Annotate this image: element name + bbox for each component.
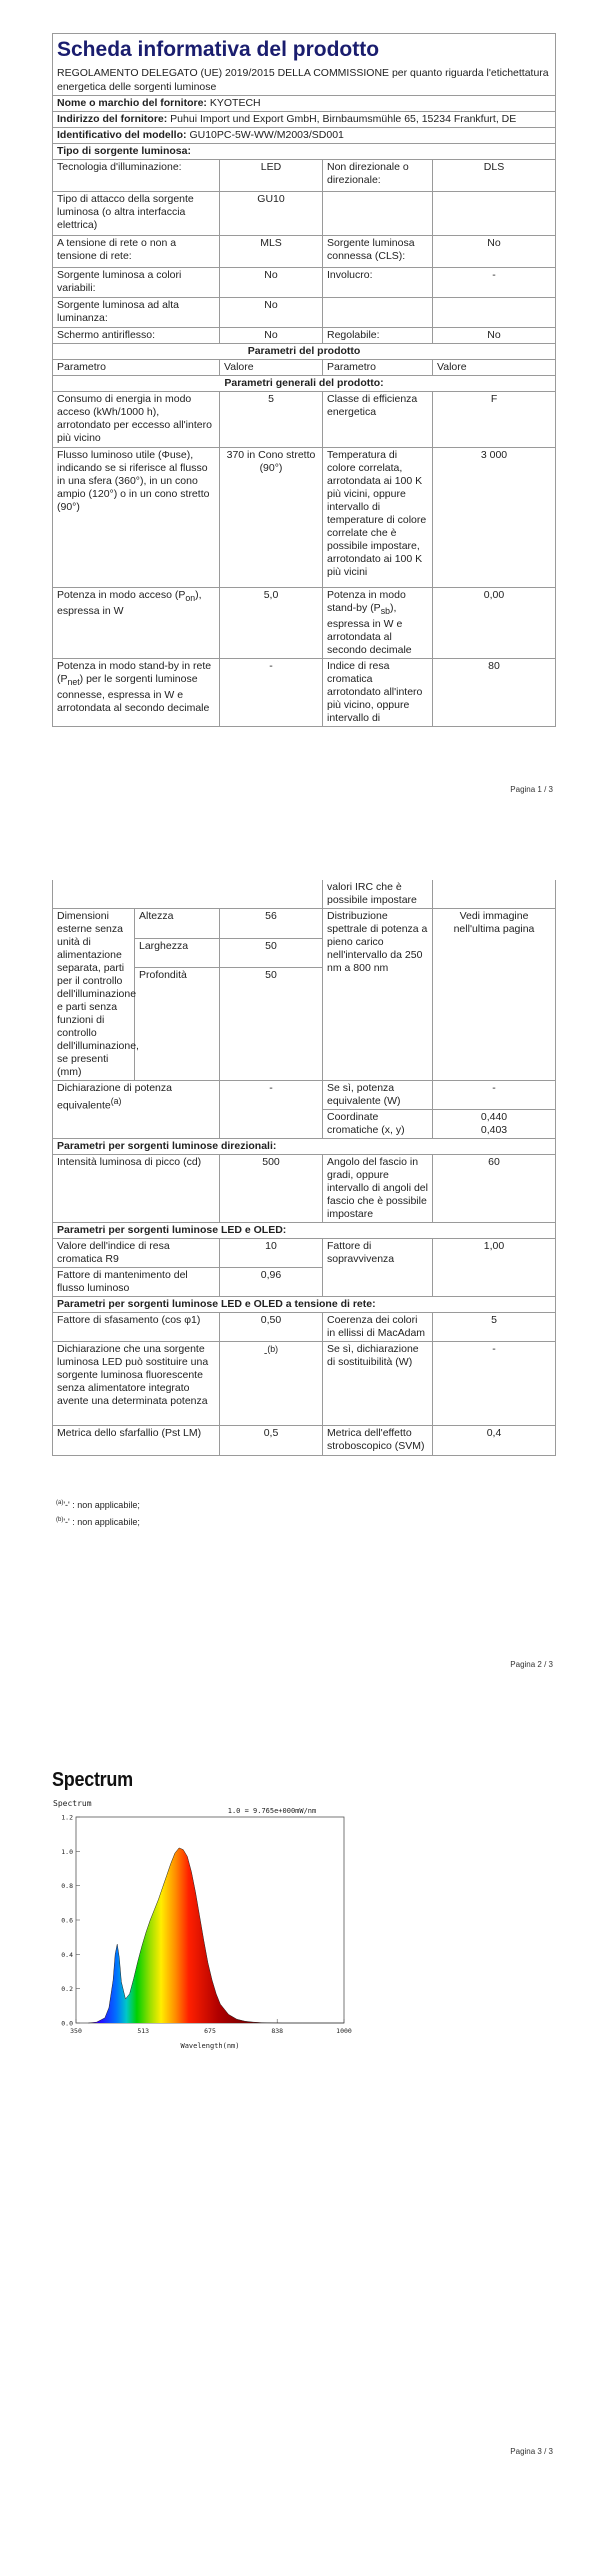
model-row xyxy=(53,128,556,144)
r9-value: 10 xyxy=(220,1239,323,1268)
cell-value: No xyxy=(433,236,556,268)
source-type-label: Tipo di sorgente luminosa: xyxy=(53,144,556,160)
cell-label xyxy=(323,298,433,328)
text: Potenza in modo stand-by in rete (P xyxy=(57,660,212,686)
column-header: Parametro xyxy=(53,360,220,376)
dim-height-value: 56 xyxy=(220,909,323,939)
column-headers xyxy=(53,360,556,376)
chromaticity-label: Coordinate cromatiche (x, y) xyxy=(323,1110,433,1139)
table-row xyxy=(53,1313,556,1342)
cell-value xyxy=(433,298,556,328)
net-standby-value: - xyxy=(220,659,323,727)
table-row xyxy=(53,1426,556,1456)
cell-label: Non direzionale o direzionale: xyxy=(323,160,433,192)
cell-value: No xyxy=(220,268,323,298)
table-row xyxy=(53,1155,556,1223)
column-header: Valore xyxy=(220,360,323,376)
footnote-ref: (a) xyxy=(110,1096,122,1106)
spd-value: Vedi immagine nell'ultima pagina xyxy=(433,909,556,1081)
stroboscopic-label: Metrica dell'effetto stroboscopico (SVM) xyxy=(323,1426,433,1456)
cell-label: A tensione di rete o non a tensione di rete: xyxy=(53,236,220,268)
general-params-header: Parametri generali del prodotto: xyxy=(53,376,556,392)
footnote-ref: (b) xyxy=(267,1344,279,1354)
text: Potenza in modo acceso (P xyxy=(57,589,186,601)
y-axis xyxy=(61,1814,80,2028)
replacement-label: Dichiarazione che una sorgente luminosa LED può sostituire una sorgente luminosa fluorescente senza alimentatore integrato avente una determinata potenza xyxy=(53,1342,220,1426)
product-info-table-p1 xyxy=(52,33,556,727)
cell-label: Sorgente luminosa a colori variabili: xyxy=(53,268,220,298)
cell-label: Tipo di attacco della sorgente luminosa (o altra interfaccia elettrica) xyxy=(53,192,220,236)
mains-header: Parametri per sorgenti luminose LED e OLED a tensione di rete: xyxy=(53,1297,556,1313)
replacement-value xyxy=(220,1342,323,1426)
cell-label: Schermo antiriflesso: xyxy=(53,328,220,344)
cell-value: MLS xyxy=(220,236,323,268)
shift-factor-value: 0,50 xyxy=(220,1313,323,1342)
text: ), espressa in W e arrotondata al secondo decimale xyxy=(327,602,412,657)
table-row xyxy=(53,298,556,328)
text: Dichiarazione di potenza equivalente xyxy=(57,1082,172,1112)
equiv-power-value: - xyxy=(433,1081,556,1110)
macadam-value: 5 xyxy=(433,1313,556,1342)
dimensions-label: Dimensioni esterne senza unità di alimentazione separata, parti per il controllo dell'illuminazione e parti senza funzioni di controllo dell'illuminazione, se presenti (mm) xyxy=(53,909,135,1081)
beam-angle-value: 60 xyxy=(433,1155,556,1223)
table-row xyxy=(53,659,556,727)
flux-label: Flusso luminoso utile (Φuse), indicando se si riferisce al flusso in una sfera (360°), in un cono ampio (120°) o in un cono stretto (90°) xyxy=(53,448,220,588)
dim-depth-value: 50 xyxy=(220,968,323,1081)
survival-label: Fattore di sopravvivenza xyxy=(323,1239,433,1297)
text: '-' : non applicabile; xyxy=(63,1517,140,1527)
chroma-x: 0,440 xyxy=(480,1111,508,1123)
spectrum-title: Spectrum xyxy=(52,1769,133,1791)
subscript: on xyxy=(185,593,196,604)
maintenance-label: Fattore di mantenimento del flusso luminoso xyxy=(53,1268,220,1297)
footnote-mark: (a) xyxy=(56,1500,64,1506)
y-tick-label: 0.4 xyxy=(61,1950,73,1959)
chart-annotation: 1.0 = 9.765e+000mW/nm xyxy=(227,1807,317,1815)
cell-label: Involucro: xyxy=(323,268,433,298)
equivalent-power-value: - xyxy=(220,1081,323,1139)
led-header: Parametri per sorgenti luminose LED e OLED: xyxy=(53,1223,556,1239)
y-tick-label: 0.6 xyxy=(61,1916,73,1925)
cell-value xyxy=(433,192,556,236)
empty-cell xyxy=(53,880,323,909)
maintenance-value: 0,96 xyxy=(220,1268,323,1297)
equiv-power-label: Se sì, potenza equivalente (W) xyxy=(323,1081,433,1110)
text: '-' : non applicabile; xyxy=(63,1500,140,1510)
table-row xyxy=(53,880,556,909)
y-tick-label: 0.0 xyxy=(61,2019,73,2028)
y-tick-label: 1.0 xyxy=(61,1847,73,1856)
directional-header: Parametri per sorgenti luminose direzionali: xyxy=(53,1139,556,1155)
model-label: Identificativo del modello: xyxy=(57,129,187,141)
survival-value: 1,00 xyxy=(433,1239,556,1297)
model-id: GU10PC-5W-WW/M2003/SD001 xyxy=(189,129,344,141)
peak-intensity-label: Intensità luminosa di picco (cd) xyxy=(53,1155,220,1223)
flux-value: 370 in Cono stretto (90°) xyxy=(220,448,323,588)
spectrum-area xyxy=(88,1848,344,2023)
footnote-mark: (b) xyxy=(56,1517,64,1523)
cct-value: 3 000 xyxy=(433,448,556,588)
chroma-y: 0,403 xyxy=(480,1124,508,1136)
cell-value: No xyxy=(220,298,323,328)
r9-label: Valore dell'indice di resa cromatica R9 xyxy=(53,1239,220,1268)
cell-label xyxy=(323,192,433,236)
spd-label: Distribuzione spettrale di potenza a pieno carico nell'intervallo da 250 nm a 800 nm xyxy=(323,909,433,1081)
cri-value: 80 xyxy=(433,659,556,727)
peak-intensity-value: 500 xyxy=(220,1155,323,1223)
cell-value: LED xyxy=(220,160,323,192)
cct-label: Temperatura di colore correlata, arrotondata ai 100 K più vicini, oppure intervallo di temperature di colore correlate che è possibile impostare, arrotondato ai 100 K più vicini xyxy=(323,448,433,588)
supplier-name: KYOTECH xyxy=(209,97,261,109)
macadam-label: Coerenza dei colori in ellissi di MacAdam xyxy=(323,1313,433,1342)
dim-depth-label: Profondità xyxy=(135,968,220,1081)
table-row xyxy=(53,1081,556,1110)
x-tick-label: 675 xyxy=(204,2027,216,2035)
table-row xyxy=(53,160,556,192)
cri-label-cont: valori IRC che è possibile impostare xyxy=(323,880,433,909)
replacement-power-label: Se sì, dichiarazione di sostituibilità (W) xyxy=(323,1342,433,1426)
energy-label: Consumo di energia in modo acceso (kWh/1000 h), arrotondato per eccesso all'intero più vicino xyxy=(53,392,220,448)
cell-value: GU10 xyxy=(220,192,323,236)
text: - xyxy=(263,1347,268,1360)
dim-width-value: 50 xyxy=(220,938,323,968)
energy-value: 5 xyxy=(220,392,323,448)
shift-factor-label: Fattore di sfasamento (cos φ1) xyxy=(53,1313,220,1342)
y-tick-label: 0.2 xyxy=(61,1985,73,1994)
stroboscopic-value: 0,4 xyxy=(433,1426,556,1456)
y-tick-label: 1.2 xyxy=(61,1813,73,1822)
table-row xyxy=(53,268,556,298)
beam-angle-label: Angolo del fascio in gradi, oppure intervallo di angoli del fascio che è possibile impostare xyxy=(323,1155,433,1223)
table-row xyxy=(53,1239,556,1268)
x-tick-label: 838 xyxy=(271,2027,284,2035)
cell-value: DLS xyxy=(433,160,556,192)
supplier-name-label: Nome o marchio del fornitore: xyxy=(57,97,207,109)
chromaticity-value xyxy=(433,1110,556,1139)
cell-value: No xyxy=(220,328,323,344)
footnote-b xyxy=(56,1513,140,1529)
table-row xyxy=(53,909,556,939)
document-title: Scheda informativa del prodotto xyxy=(53,34,556,66)
x-tick-label: 350 xyxy=(70,2027,82,2035)
table-row xyxy=(53,448,556,588)
energy-class-value: F xyxy=(433,392,556,448)
chart-title: Spectrum xyxy=(53,1799,92,1808)
footnote-a xyxy=(56,1496,140,1512)
flicker-value: 0,5 xyxy=(220,1426,323,1456)
table-row xyxy=(53,236,556,268)
dim-height-label: Altezza xyxy=(135,909,220,939)
standby-value: 0,00 xyxy=(433,588,556,659)
cell-label: Sorgente luminosa connessa (CLS): xyxy=(323,236,433,268)
cell-value: - xyxy=(433,268,556,298)
table-row xyxy=(53,328,556,344)
net-standby-label xyxy=(53,659,220,727)
column-header: Parametro xyxy=(323,360,433,376)
power-on-value: 5,0 xyxy=(220,588,323,659)
table-row xyxy=(53,392,556,448)
page-number: Pagina 3 / 3 xyxy=(510,2447,553,2456)
params-header: Parametri del prodotto xyxy=(53,344,556,360)
subscript: net xyxy=(67,677,80,688)
cell-label: Regolabile: xyxy=(323,328,433,344)
table-row xyxy=(53,192,556,236)
text: ) per le sorgenti luminose connesse, espressa in W e arrotondata al secondo decimale xyxy=(57,673,210,715)
text: Potenza in modo stand-by (P xyxy=(327,589,406,614)
power-on-label xyxy=(53,588,220,659)
energy-class-label: Classe di efficienza energetica xyxy=(323,392,433,448)
cell-value: No xyxy=(433,328,556,344)
x-tick-label: 1000 xyxy=(336,2027,352,2035)
table-row xyxy=(53,1342,556,1426)
cri-label: Indice di resa cromatica arrotondato all'intero più vicino, oppure intervallo di xyxy=(323,659,433,727)
page-number: Pagina 2 / 3 xyxy=(510,1660,553,1669)
cell-label: Sorgente luminosa ad alta luminanza: xyxy=(53,298,220,328)
replacement-power-value: - xyxy=(433,1342,556,1426)
subscript: sb xyxy=(380,606,390,617)
column-header: Valore xyxy=(433,360,556,376)
x-tick-label: 513 xyxy=(137,2027,150,2035)
text: ), espressa in W xyxy=(57,589,202,618)
equivalent-power-label xyxy=(53,1081,220,1139)
supplier-address-label: Indirizzo del fornitore: xyxy=(57,113,168,125)
flicker-label: Metrica dello sfarfallio (Pst LM) xyxy=(53,1426,220,1456)
y-tick-label: 0.8 xyxy=(61,1882,73,1891)
supplier-address: Puhui Import und Export GmbH, Birnbaumsmühle 65, 15234 Frankfurt, DE xyxy=(170,113,517,125)
supplier-address-row xyxy=(53,112,556,128)
page-number: Pagina 1 / 3 xyxy=(510,785,553,794)
dim-width-label: Larghezza xyxy=(135,938,220,968)
x-axis-label: Wavelength(nm) xyxy=(180,2042,240,2050)
table-row xyxy=(53,588,556,659)
product-info-table-p2 xyxy=(52,880,556,1456)
standby-label xyxy=(323,588,433,659)
spectrum-chart xyxy=(52,1795,357,2060)
regulation-text: REGOLAMENTO DELEGATO (UE) 2019/2015 DELLA COMMISSIONE per quanto riguarda l'etichettatura energetica delle sorgenti luminose xyxy=(53,65,556,96)
cell-label: Tecnologia d'illuminazione: xyxy=(53,160,220,192)
supplier-name-row xyxy=(53,96,556,112)
empty-cell xyxy=(433,880,556,909)
